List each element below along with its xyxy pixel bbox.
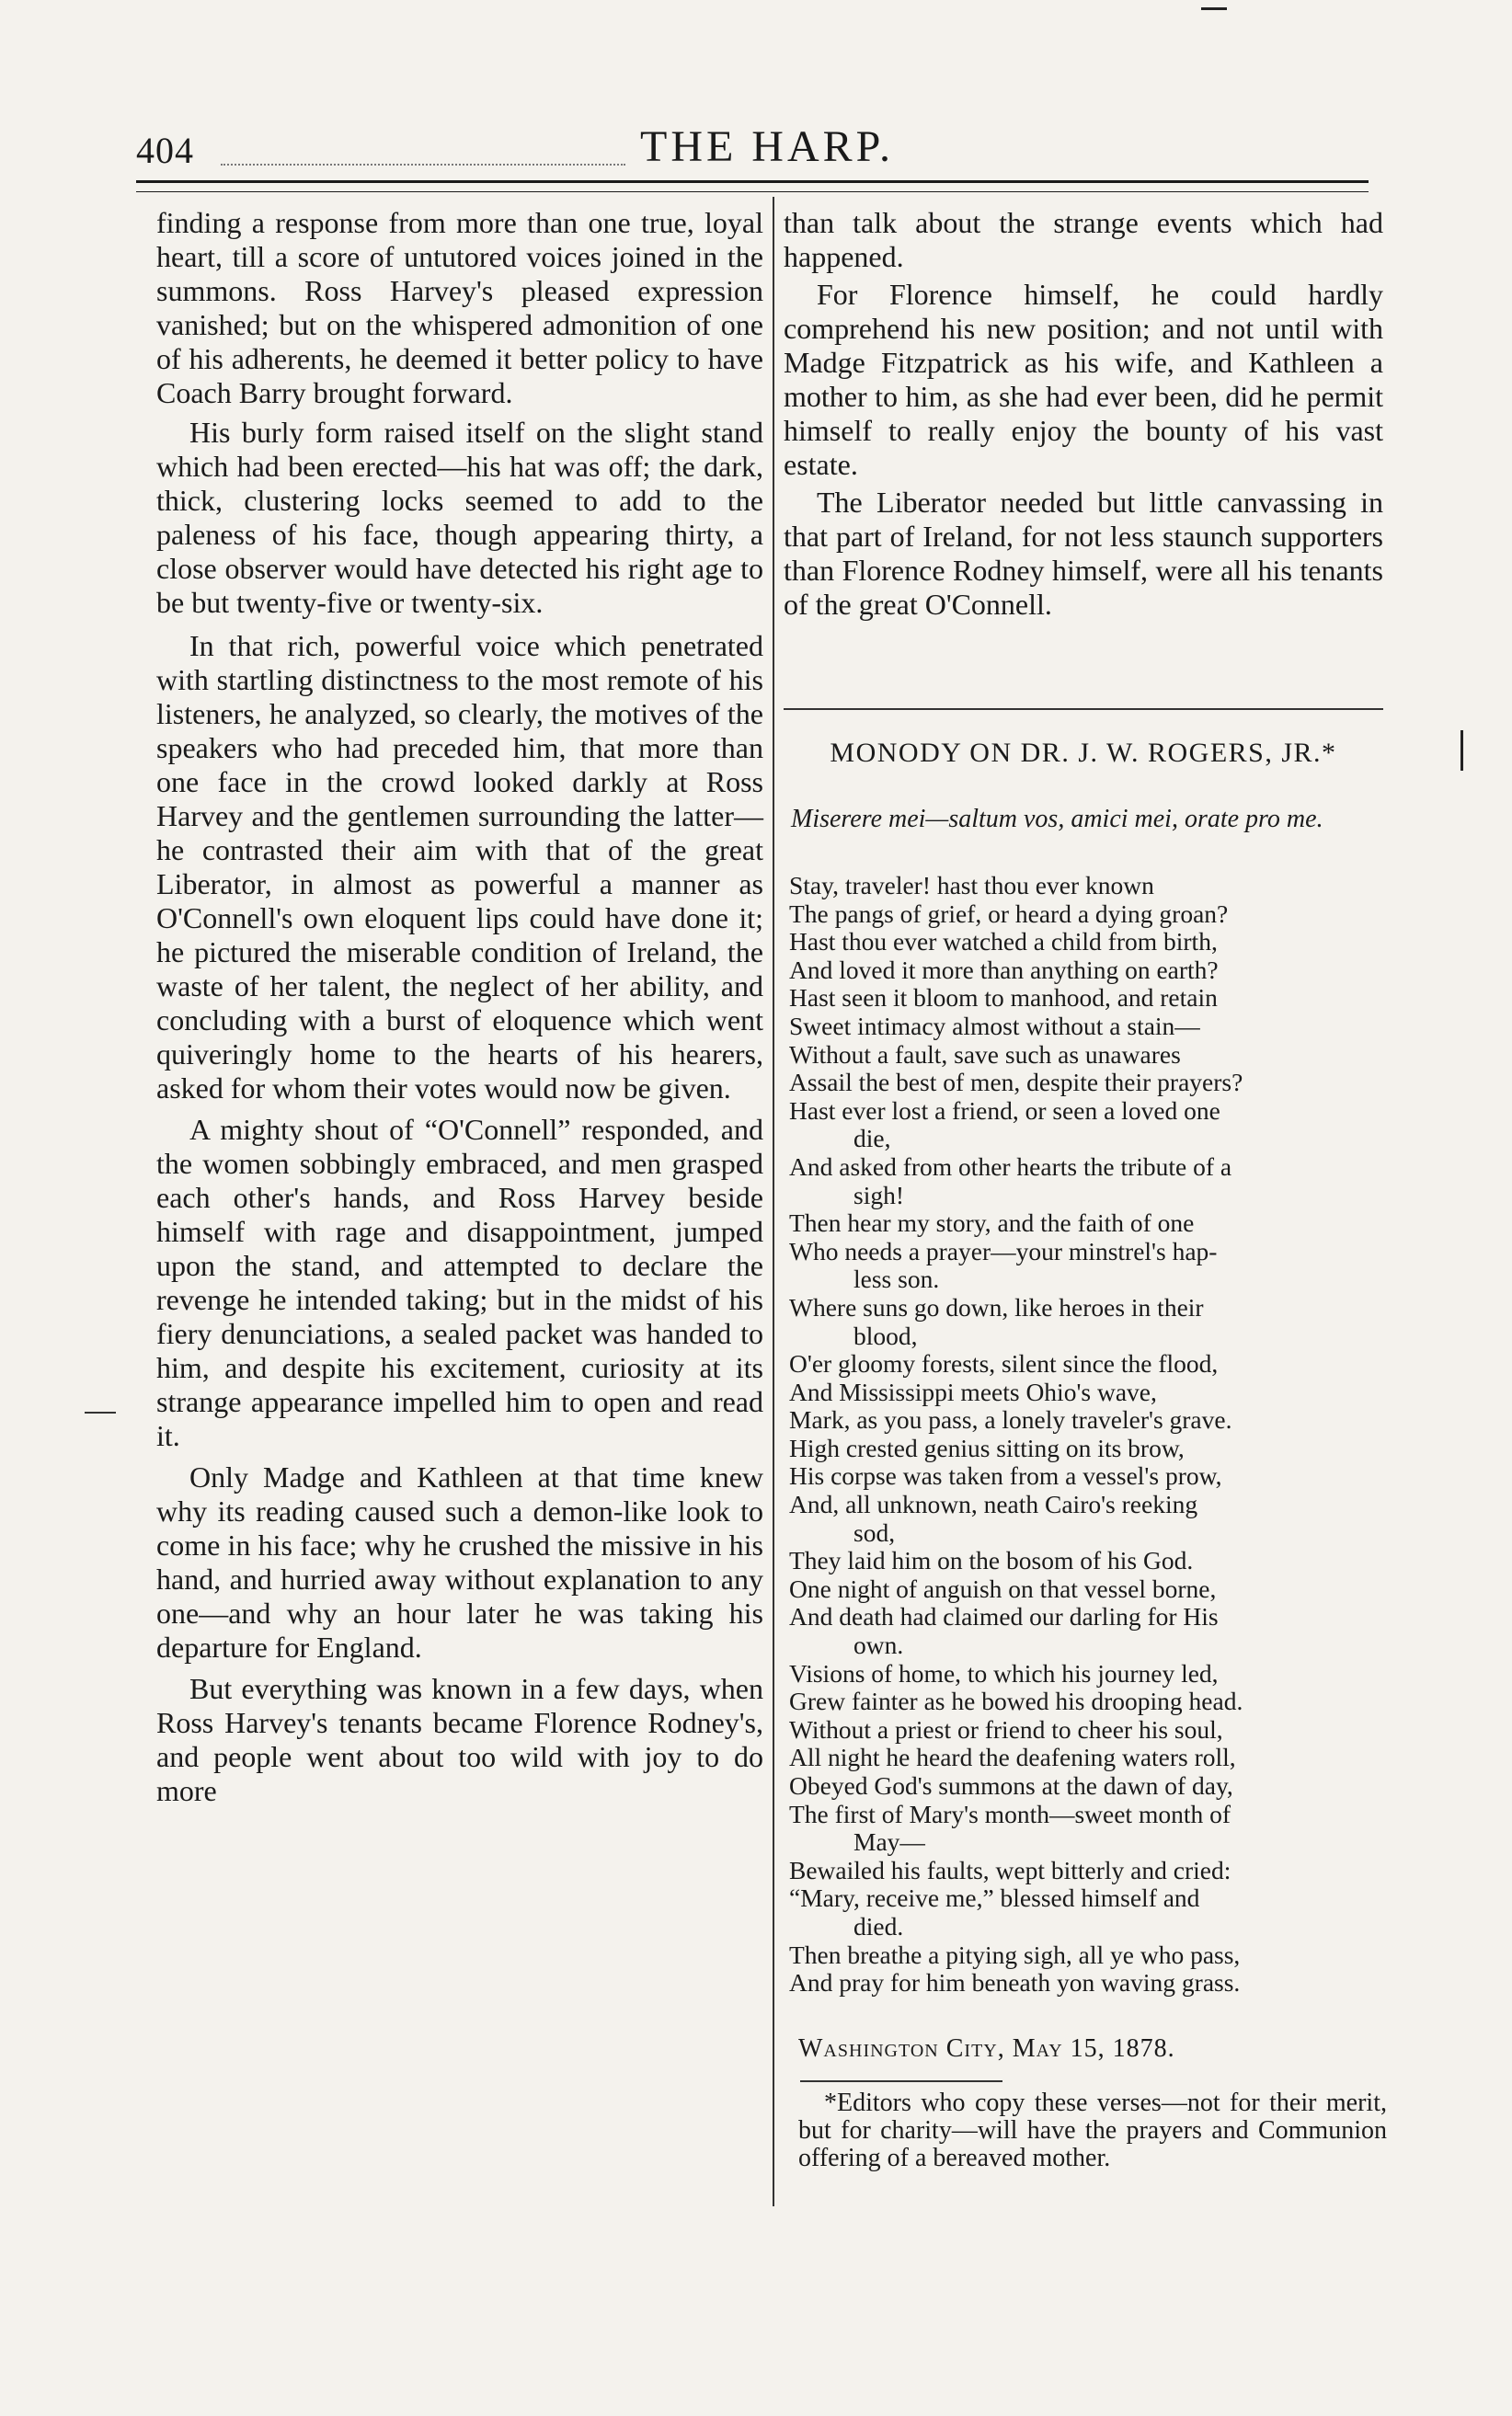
journal-title: THE HARP. [640,122,895,171]
article-paragraph: than talk about the strange events which had happened. [784,206,1383,273]
margin-mark [1460,730,1463,771]
editor-footnote: *Editors who copy these verses—not for their merit, but for charity—will have the prayers and Communion offering of a bereaved mother. [798,2089,1387,2172]
poem-line-continuation: sigh! [853,1180,904,1209]
poem-line: Hast thou ever watched a child from birth, [789,927,1218,956]
poem-line-continuation: own. [853,1631,904,1660]
poem-line-continuation: die, [853,1124,891,1153]
poem-line: High crested genius sitting on its brow, [789,1433,1185,1462]
poem-dateline: Washington City, May 15, 1878. [798,2034,1175,2063]
poem-line: Stay, traveler! hast thou ever known [789,871,1154,899]
poem-line: Without a fault, save such as unawares [789,1039,1181,1069]
margin-dash [85,1412,116,1414]
poem-line: Who needs a prayer—your minstrel's hap- [789,1236,1218,1265]
article-paragraph: But everything was known in a few days, when Ross Harvey's tenants became Florence Rodney's, and people went about too wild with joy to do more [156,1672,763,1807]
poem-line: And, all unknown, neath Cairo's reeking [789,1490,1198,1519]
poem-line: Then hear my story, and the faith of one [789,1208,1195,1238]
article-paragraph: His burly form raised itself on the slight stand which had been erected—his hat was off; the dark, thick, clustering locks seemed to add to the paleness of his face, though appearing thirty, a close observer would have detected his right age to be but twenty-five or twenty-six. [156,416,763,619]
article-paragraph: Only Madge and Kathleen at that time knew why its reading caused such a demon-like look to come in his face; why he crushed the missive in his hand, and hurried away without explanation to any one—and why an hour later he was taking his departure for England. [156,1460,763,1664]
poem-line: Mark, as you pass, a lonely traveler's grave. [789,1405,1232,1435]
poem-line: Then breathe a pitying sigh, all ye who pass, [789,1940,1241,1969]
left-column [156,206,763,1808]
poem-line: Where suns go down, like heroes in their [789,1292,1204,1322]
poem-body [789,872,1387,1998]
poem-line-continuation: less son. [853,1265,940,1294]
poem-line: And loved it more than anything on earth? [789,955,1219,984]
poem-line: All night he heard the deafening waters roll, [789,1743,1236,1772]
poem-line: Assail the best of men, despite their prayers? [789,1068,1243,1097]
poem-line: One night of anguish on that vessel borne, [789,1574,1217,1603]
poem-title: MONODY ON DR. J. W. ROGERS, JR.* [830,738,1337,768]
poem-line: And Mississippi meets Ohio's wave, [789,1377,1157,1406]
poem-line-continuation: May— [853,1827,925,1857]
page-edge-mark [1201,7,1227,10]
poem-line: “Mary, receive me,” blessed himself and [789,1884,1200,1913]
poem-line: And asked from other hearts the tribute of a [789,1151,1232,1181]
column-divider [773,197,774,2206]
poem-line: Sweet intimacy almost without a stain— [789,1011,1200,1040]
article-paragraph: In that rich, powerful voice which penetrated with startling distinctness to the most remote of his listeners, he analyzed, so clearly, the motives of the speakers who had preceded him, that more than one face in the crowd looked darkly at Ross Harvey and the gentlemen surrounding the latter—he contrasted their aim with that of the great Liberator, in almost as powerful a manner as O'Connell's own eloquent lips could have done it; he pictured the miserable condition of Ireland, the waste of her talent, the neglect of her ability, and concluding with a burst of eloquence which went quiveringly home to the hearts of his hearers, asked for whom their votes would now be given. [156,629,763,1105]
article-paragraph: For Florence himself, he could hardly comprehend his new position; and not until with Madge Fitzpatrick as his wife, and Kathleen a mother to him, as she had ever been, did he permit himself to really enjoy the bounty of his vast estate. [784,278,1383,481]
right-column [784,206,1383,622]
article-paragraph: finding a response from more than one true, loyal heart, till a score of untutored voices joined in the summons. Ross Harvey's pleased expression vanished; but on the whispered admonition of one of his adherents, he deemed it better policy to have Coach Barry brought forward. [156,206,763,409]
poem-line: Without a priest or friend to cheer his soul, [789,1714,1223,1744]
page-number: 404 [136,130,194,171]
page-header [136,121,1369,177]
section-rule [784,708,1383,710]
article-paragraph: The Liberator needed but little canvassing in that part of Ireland, for not less staunch supporters than Florence Rodney himself, were all his tenants of the great O'Connell. [784,486,1383,621]
article-paragraph: A mighty shout of “O'Connell” responded, and the women sobbingly embraced, and men grasped each other's hands, and Ross Harvey beside himself with rage and disappointment, jumped upon the stand, and attempted to declare the revenge he intended taking; but in the midst of his fiery denunciations, a sealed packet was handed to him, and despite his excitement, curiosity at its strange appearance impelled him to open and read it. [156,1113,763,1452]
poem-line-continuation: died. [853,1911,904,1941]
poem-line: And pray for him beneath yon waving grass. [789,1968,1241,1998]
poem-line: Hast ever lost a friend, or seen a loved one [789,1095,1220,1125]
poem-line: The pangs of grief, or heard a dying groan? [789,899,1229,928]
poem-line: Hast seen it bloom to manhood, and retain [789,983,1218,1013]
poem-line: Obeyed God's summons at the dawn of day, [789,1771,1233,1800]
poem-line: Visions of home, to which his journey led, [789,1658,1219,1688]
poem-line-continuation: sod, [853,1517,896,1547]
poem-line: Bewailed his faults, wept bitterly and cried: [789,1855,1231,1884]
poem-line: They laid him on the bosom of his God. [789,1546,1194,1575]
poem-epigraph: Miserere mei—saltum vos, amici mei, orate pro me. [791,805,1323,833]
poem-line: The first of Mary's month—sweet month of [789,1799,1231,1828]
poem-line: Grew fainter as he bowed his drooping head. [789,1687,1243,1716]
header-double-rule [136,180,1369,192]
poem-line-continuation: blood, [853,1321,918,1350]
poem-line: And death had claimed our darling for His [789,1602,1219,1632]
poem-line: His corpse was taken from a vessel's prow, [789,1461,1222,1491]
footnote-rule [800,2080,1002,2082]
poem-line: O'er gloomy forests, silent since the flood, [789,1349,1219,1379]
